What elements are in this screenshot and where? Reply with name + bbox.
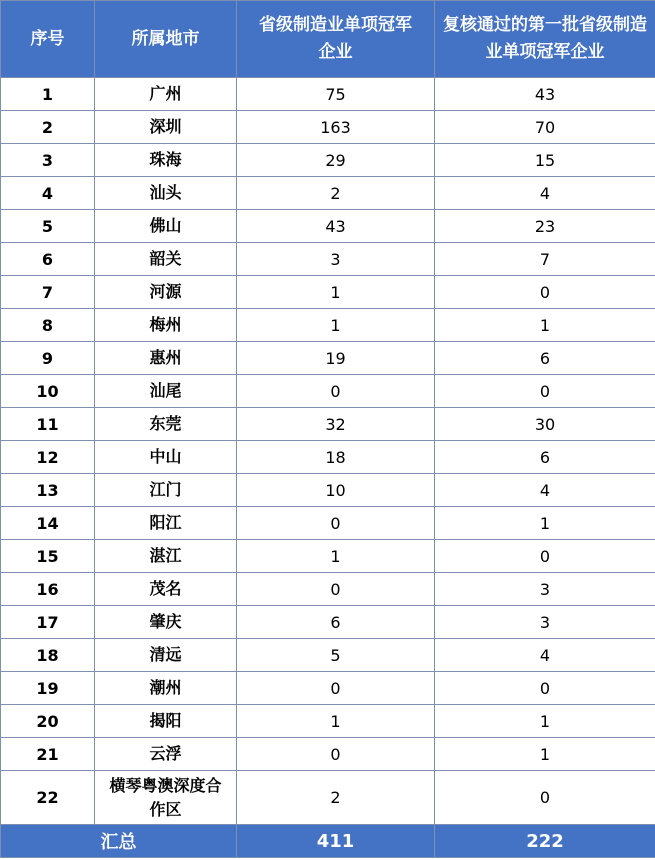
row-reviewed-first-batch: 1 <box>435 738 655 771</box>
table-row <box>1 144 655 177</box>
table-row <box>1 441 655 474</box>
table-row <box>1 606 655 639</box>
table-row <box>1 705 655 738</box>
row-reviewed-first-batch: 1 <box>435 309 655 342</box>
table-row <box>1 507 655 540</box>
table-body <box>1 78 655 825</box>
row-index: 9 <box>1 342 95 375</box>
total-reviewed-first-batch: 222 <box>435 825 655 858</box>
table-row <box>1 111 655 144</box>
row-city: 潮州 <box>95 672 237 705</box>
row-provincial-champions: 1 <box>237 309 435 342</box>
row-provincial-champions: 1 <box>237 705 435 738</box>
total-provincial-champions: 411 <box>237 825 435 858</box>
row-city: 横琴粤澳深度合作区 <box>95 771 237 825</box>
table-row <box>1 639 655 672</box>
table-row <box>1 342 655 375</box>
row-city: 韶关 <box>95 243 237 276</box>
row-reviewed-first-batch: 0 <box>435 375 655 408</box>
row-provincial-champions: 2 <box>237 771 435 825</box>
total-row <box>1 825 655 858</box>
row-index: 18 <box>1 639 95 672</box>
row-provincial-champions: 32 <box>237 408 435 441</box>
row-index: 7 <box>1 276 95 309</box>
row-reviewed-first-batch: 0 <box>435 672 655 705</box>
row-provincial-champions: 0 <box>237 573 435 606</box>
row-provincial-champions: 5 <box>237 639 435 672</box>
table-row <box>1 78 655 111</box>
table-footer <box>1 825 655 858</box>
row-reviewed-first-batch: 4 <box>435 474 655 507</box>
row-city: 佛山 <box>95 210 237 243</box>
row-reviewed-first-batch: 3 <box>435 573 655 606</box>
row-provincial-champions: 1 <box>237 276 435 309</box>
row-reviewed-first-batch: 70 <box>435 111 655 144</box>
row-index: 13 <box>1 474 95 507</box>
row-reviewed-first-batch: 15 <box>435 144 655 177</box>
row-provincial-champions: 1 <box>237 540 435 573</box>
row-index: 8 <box>1 309 95 342</box>
row-city: 梅州 <box>95 309 237 342</box>
row-city: 清远 <box>95 639 237 672</box>
row-reviewed-first-batch: 23 <box>435 210 655 243</box>
row-provincial-champions: 18 <box>237 441 435 474</box>
row-city: 茂名 <box>95 573 237 606</box>
row-reviewed-first-batch: 4 <box>435 177 655 210</box>
row-index: 14 <box>1 507 95 540</box>
table-row <box>1 738 655 771</box>
row-reviewed-first-batch: 30 <box>435 408 655 441</box>
row-index: 2 <box>1 111 95 144</box>
total-label: 汇总 <box>1 825 237 858</box>
row-reviewed-first-batch: 0 <box>435 276 655 309</box>
row-city: 深圳 <box>95 111 237 144</box>
table-row <box>1 573 655 606</box>
row-provincial-champions: 0 <box>237 375 435 408</box>
row-city: 汕头 <box>95 177 237 210</box>
row-index: 20 <box>1 705 95 738</box>
row-index: 22 <box>1 771 95 825</box>
row-city: 惠州 <box>95 342 237 375</box>
row-city: 东莞 <box>95 408 237 441</box>
header-reviewed-first-batch: 复核通过的第一批省级制造业单项冠军企业 <box>435 1 655 78</box>
row-provincial-champions: 43 <box>237 210 435 243</box>
row-reviewed-first-batch: 0 <box>435 540 655 573</box>
row-provincial-champions: 2 <box>237 177 435 210</box>
table-row <box>1 771 655 825</box>
row-index: 10 <box>1 375 95 408</box>
row-provincial-champions: 3 <box>237 243 435 276</box>
row-index: 21 <box>1 738 95 771</box>
row-provincial-champions: 0 <box>237 672 435 705</box>
row-index: 12 <box>1 441 95 474</box>
row-index: 3 <box>1 144 95 177</box>
table-row <box>1 243 655 276</box>
row-city: 云浮 <box>95 738 237 771</box>
row-provincial-champions: 6 <box>237 606 435 639</box>
table-row <box>1 375 655 408</box>
row-provincial-champions: 29 <box>237 144 435 177</box>
row-index: 15 <box>1 540 95 573</box>
row-provincial-champions: 10 <box>237 474 435 507</box>
row-index: 5 <box>1 210 95 243</box>
table-row <box>1 276 655 309</box>
table-header <box>1 1 655 78</box>
header-index: 序号 <box>1 1 95 78</box>
row-city: 阳江 <box>95 507 237 540</box>
row-index: 19 <box>1 672 95 705</box>
table-row <box>1 177 655 210</box>
row-city: 中山 <box>95 441 237 474</box>
table-row <box>1 309 655 342</box>
table-row <box>1 540 655 573</box>
table-row <box>1 210 655 243</box>
row-index: 6 <box>1 243 95 276</box>
row-provincial-champions: 163 <box>237 111 435 144</box>
row-city: 揭阳 <box>95 705 237 738</box>
row-index: 16 <box>1 573 95 606</box>
row-city: 湛江 <box>95 540 237 573</box>
table-row <box>1 672 655 705</box>
row-provincial-champions: 19 <box>237 342 435 375</box>
row-reviewed-first-batch: 1 <box>435 507 655 540</box>
header-city: 所属地市 <box>95 1 237 78</box>
table-row <box>1 408 655 441</box>
row-provincial-champions: 75 <box>237 78 435 111</box>
row-provincial-champions: 0 <box>237 738 435 771</box>
row-reviewed-first-batch: 4 <box>435 639 655 672</box>
row-reviewed-first-batch: 0 <box>435 771 655 825</box>
row-index: 11 <box>1 408 95 441</box>
row-reviewed-first-batch: 43 <box>435 78 655 111</box>
row-reviewed-first-batch: 6 <box>435 441 655 474</box>
row-city: 汕尾 <box>95 375 237 408</box>
row-provincial-champions: 0 <box>237 507 435 540</box>
row-city: 肇庆 <box>95 606 237 639</box>
row-city: 广州 <box>95 78 237 111</box>
row-index: 17 <box>1 606 95 639</box>
row-reviewed-first-batch: 3 <box>435 606 655 639</box>
header-row <box>1 1 655 78</box>
row-reviewed-first-batch: 7 <box>435 243 655 276</box>
row-reviewed-first-batch: 1 <box>435 705 655 738</box>
table-row <box>1 474 655 507</box>
row-city: 珠海 <box>95 144 237 177</box>
row-city: 河源 <box>95 276 237 309</box>
row-index: 4 <box>1 177 95 210</box>
row-reviewed-first-batch: 6 <box>435 342 655 375</box>
header-provincial-champions: 省级制造业单项冠军企业 <box>237 1 435 78</box>
row-city: 江门 <box>95 474 237 507</box>
row-index: 1 <box>1 78 95 111</box>
